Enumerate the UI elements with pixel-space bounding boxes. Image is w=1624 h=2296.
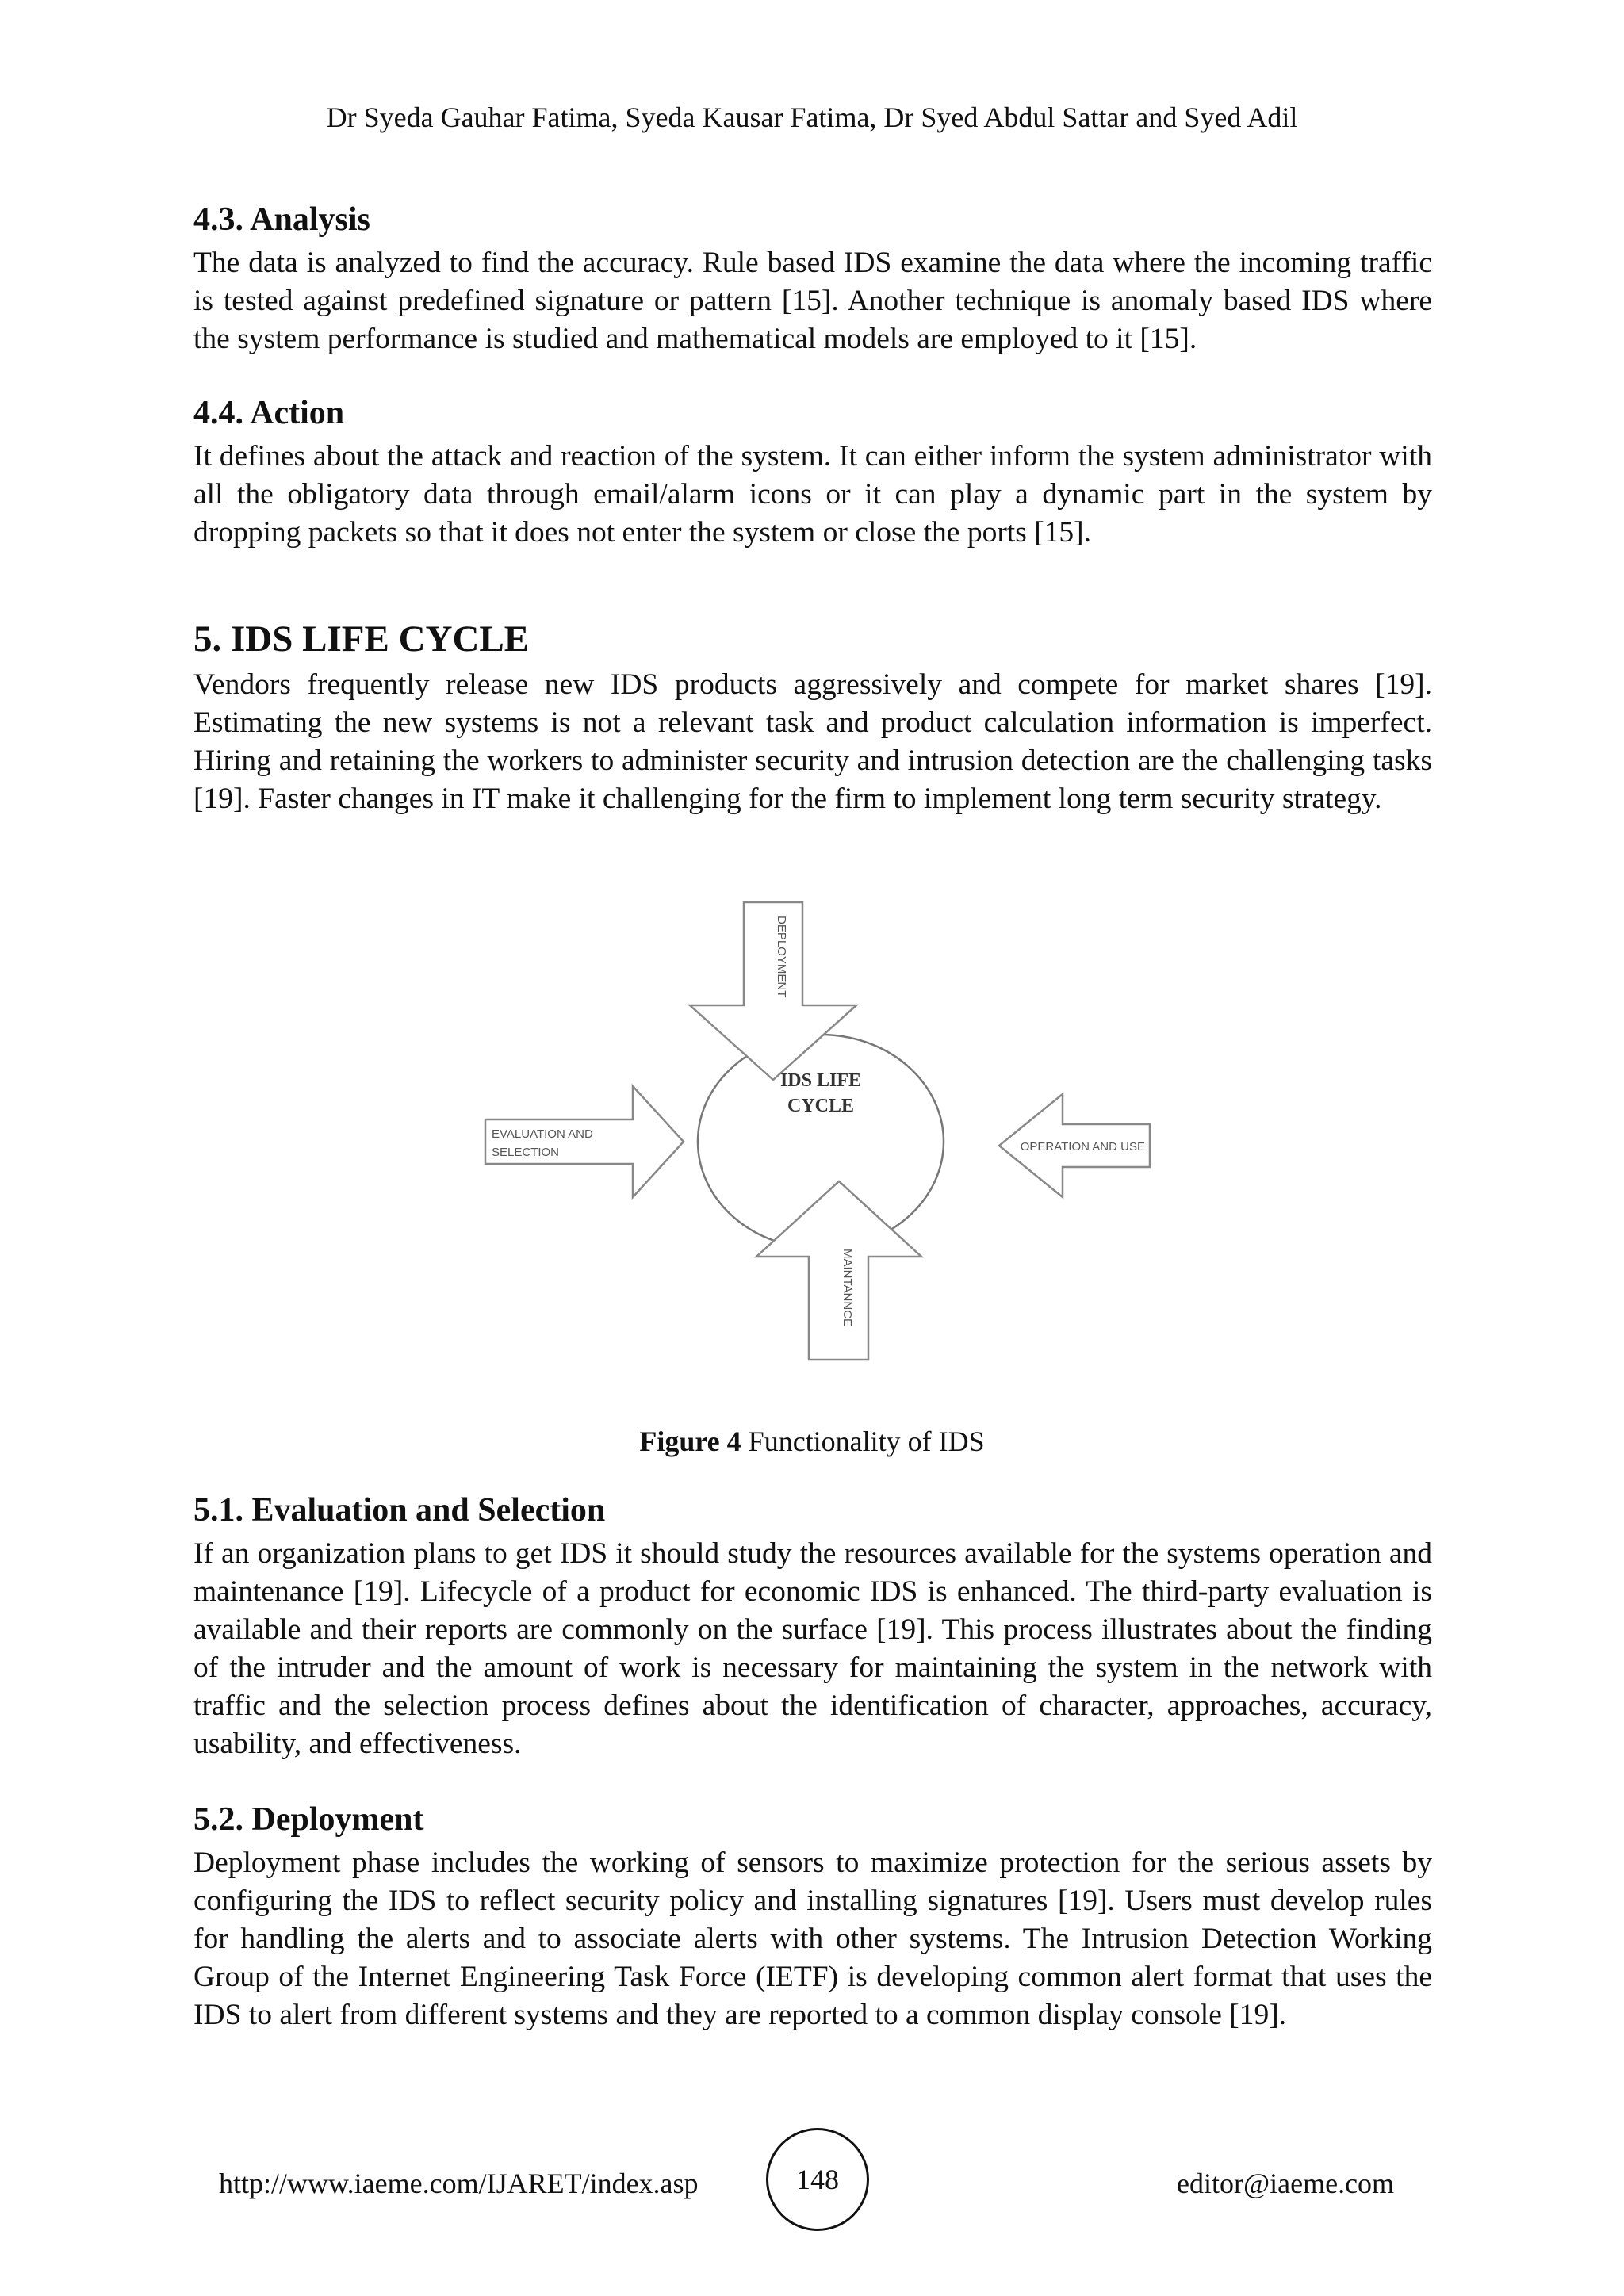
figure-caption-number: Figure 4 <box>639 1425 741 1457</box>
deployment-label: DEPLOYMENT <box>775 916 788 998</box>
evaluation-label-line1: EVALUATION AND <box>492 1127 593 1141</box>
cycle-title-line2: CYCLE <box>787 1096 855 1116</box>
evaluation-arrow <box>485 1086 684 1197</box>
section-heading: 5. IDS LIFE CYCLE <box>193 618 530 660</box>
maintenance-label: MAINTANNCE <box>841 1249 854 1327</box>
section-paragraph: If an organization plans to get IDS it should study the resources available for the systems operation and maintenance [19]. Lifecycle of a product for economic IDS is enhanced. The third-party evaluation is available and their reports are commonly on the surface [19]. This process illustrates about the finding of the intruder and the amount of work is necessary for maintaining the system in the network with traffic and the selection process defines about the identification of character, approaches, accuracy, usability, and effectiveness. <box>193 1537 1432 1760</box>
section-paragraph: Vendors frequently release new IDS products aggressively and compete for market shares [19]. Estimating the new systems is not a relevant task and product calculation information is imperfect. Hiring and retaining the workers to administer security and intrusion detection are the challenging tasks [19]. Faster changes in IT make it challenging for the firm to implement long term security strategy. <box>193 668 1432 815</box>
figure-caption <box>0 1422 1624 1460</box>
section-ids-life-cycle <box>193 617 1432 818</box>
section-heading: 4.4. Action <box>193 395 345 431</box>
section-heading: 5.1. Evaluation and Selection <box>193 1492 606 1529</box>
section-paragraph: The data is analyzed to find the accuracy. Rule based IDS examine the data where the incoming traffic is tested against predefined signature or pattern [15]. Another technique is anomaly based IDS where the system performance is studied and mathematical models are employed to it [15]. <box>193 247 1432 355</box>
figure-caption-text: Functionality of IDS <box>741 1425 985 1457</box>
footer-email-link[interactable]: editor@iaeme.com <box>1177 2168 1395 2199</box>
section-heading: 4.3. Analysis <box>193 201 370 238</box>
section-action <box>193 393 1432 552</box>
page-header-authors: Dr Syeda Gauhar Fatima, Syeda Kausar Fatima, Dr Syed Abdul Sattar and Syed Adil <box>326 101 1298 133</box>
section-evaluation-selection <box>193 1490 1432 1763</box>
cycle-title-line1: IDS LIFE <box>779 1070 862 1091</box>
evaluation-label-line2: SELECTION <box>492 1146 560 1159</box>
ids-life-cycle-diagram <box>468 888 1182 1380</box>
operation-label: OPERATION AND USE <box>1020 1140 1145 1154</box>
page-number: 148 <box>766 2128 869 2231</box>
section-heading: 5.2. Deployment <box>193 1801 424 1838</box>
section-paragraph: Deployment phase includes the working of sensors to maximize protection for the serious assets by configuring the IDS to reflect security policy and installing signatures [19]. Users must develop rules for handling the alerts and to associate alerts with other systems. The Intrusion Detection Working Group of the Internet Engineering Task Force (IETF) is developing common alert format that uses the IDS to alert from different systems and they are reported to a common display console [19]. <box>193 1846 1432 2031</box>
section-analysis <box>193 200 1432 358</box>
section-paragraph: It defines about the attack and reaction of the system. It can either inform the system administrator with all the obligatory data through email/alarm icons or it can play a dynamic part in the system by dropping packets so that it does not enter the system or close the ports [15]. <box>193 440 1432 549</box>
footer-url-link[interactable]: http://www.iaeme.com/IJARET/index.asp <box>219 2168 699 2199</box>
section-deployment <box>193 1800 1432 2034</box>
